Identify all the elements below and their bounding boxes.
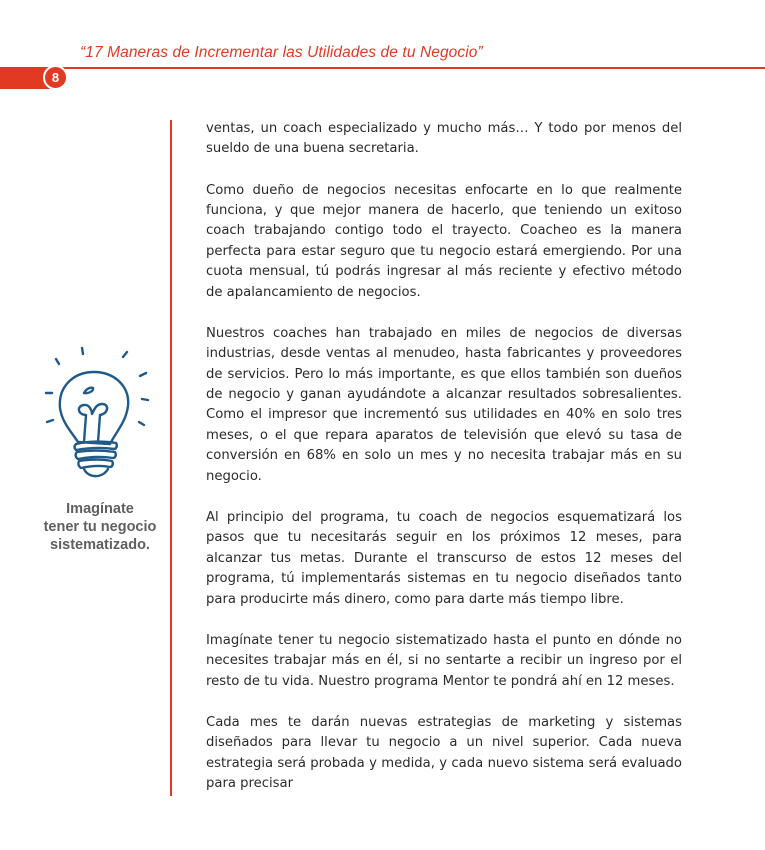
column-divider [170,120,172,796]
book-title: “17 Maneras de Incrementar las Utilidades de tu Negocio” [80,44,483,61]
paragraph: Cada mes te darán nuevas estrategias de marketing y sistemas diseñados para llevar tu negocio a un nivel superior. Cada nueva estrategia será probada y medida, y cada nuevo sistema será evaluado para precisar [206,714,682,791]
paragraph: Como dueño de negocios necesitas enfocarte en lo que realmente funciona, y que mejor manera de hacerlo, que teniendo un exitoso coach trabajando contigo todo el trayecto. Coacheo es la manera perfecta para estar seguro que tu negocio estará emergiendo. Por una cuota mensual, tú podrás ingresar al más reciente y efectivo método de apalancamiento de negocios. [206,182,682,300]
header-rule [62,67,765,69]
sidebar-caption [20,500,180,554]
caption-line: sistematizado. [50,537,150,553]
body-text [206,119,682,815]
paragraph: Nuestros coaches han trabajado en miles de negocios de diversas industrias, desde ventas al menudeo, hasta fabricantes y proveedores de servicios. Pero lo más importante, es que ellos también son dueños de negocio y ganan ayudándote a alcanzar resultados sobresalientes. Como el impresor que incrementó sus utilidades en 40% en solo tres meses, o el que repara aparatos de televisión que elevó su tasa de conversión en 68% en solo un mes y no necesita trabajar más en su negocio. [206,325,682,484]
page-number-badge: 8 [43,65,68,90]
paragraph: ventas, un coach especializado y mucho más… Y todo por menos del sueldo de una buena secretaria. [206,121,682,157]
lightbulb-icon [38,342,158,492]
paragraph: Imagínate tener tu negocio sistematizado hasta el punto en dónde no necesites trabajar más en él, si no sentarte a recibir un ingreso por el resto de tu vida. Nuestro programa Mentor te pondrá ahí en 12 meses. [206,632,682,689]
caption-line: tener tu negocio [43,519,157,535]
caption-line: Imagínate [66,501,134,517]
paragraph: Al principio del programa, tu coach de negocios esquematizará los pasos que tu necesitarás seguir en los próximos 12 meses, para alcanzar tus metas. Durante el transcurso de estos 12 meses del programa, tú implementarás sistemas en tu negocio diseñados tanto para producirte más dinero, como para darte más tiempo libre. [206,509,682,607]
